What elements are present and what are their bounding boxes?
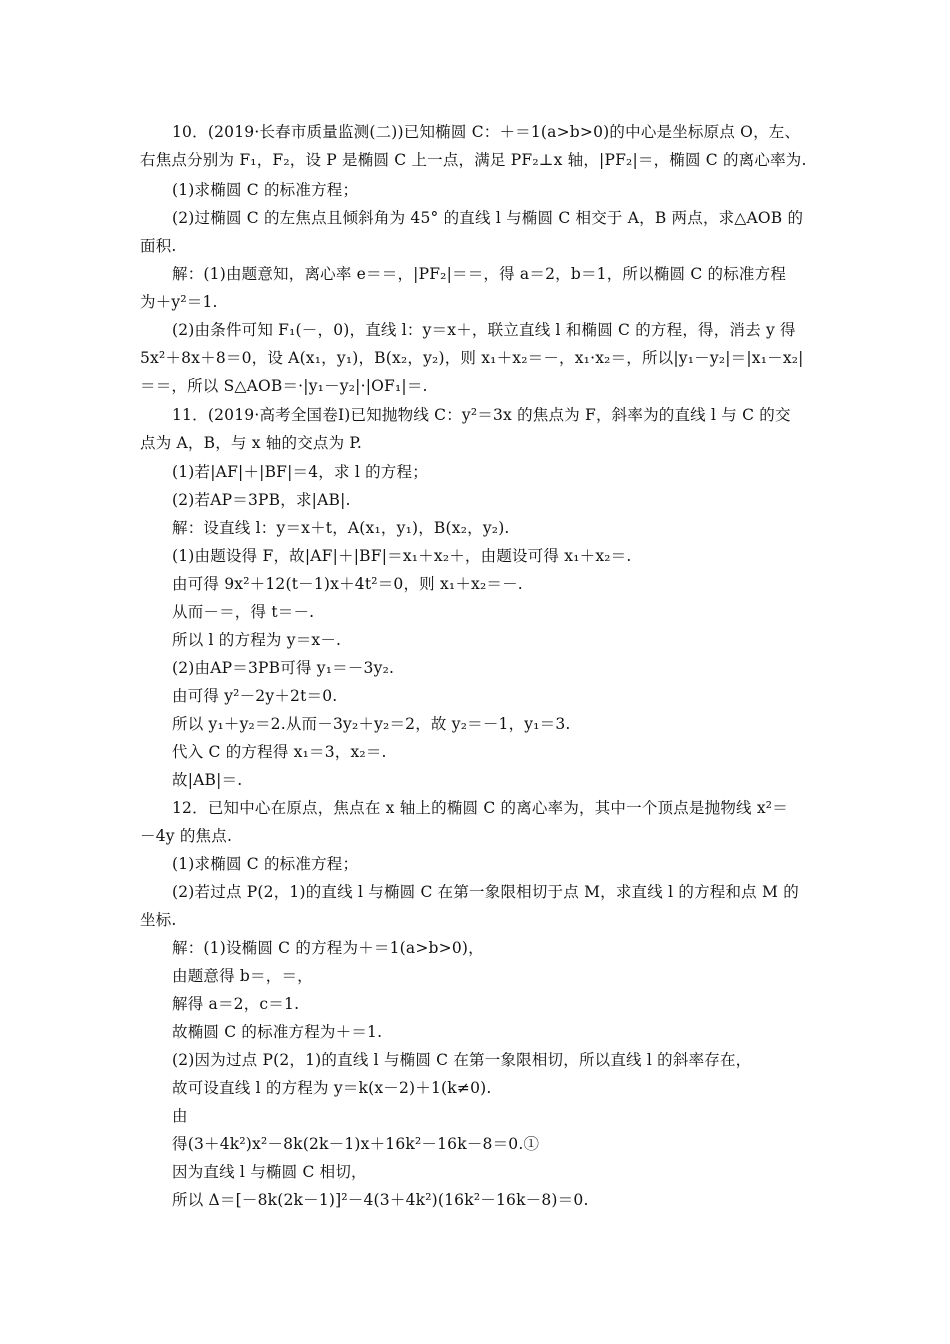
- text-line: 由可得 9x²＋12(t－1)x＋4t²＝0，则 x₁＋x₂＝－.: [172, 575, 523, 593]
- text-line: 解得 a＝2，c＝1.: [172, 995, 300, 1013]
- text-line: 故|AB|＝.: [172, 771, 243, 789]
- text-line: 从而－＝，得 t＝－.: [172, 603, 315, 621]
- text-line: 故椭圆 C 的标准方程为＋＝1.: [172, 1023, 383, 1041]
- text-line: 得(3＋4k²)x²－8k(2k－1)x＋16k²－16k－8＝0.①: [172, 1135, 540, 1153]
- text-line: 11．(2019·高考全国卷Ⅰ)已知抛物线 C：y²＝3x 的焦点为 F，斜率为的直线 l 与 C 的交: [172, 406, 791, 424]
- text-line: 由可得 y²－2y＋2t＝0.: [172, 687, 338, 705]
- text-line: 12．已知中心在原点，焦点在 x 轴上的椭圆 C 的离心率为，其中一个顶点是抛物线 x²＝: [172, 799, 788, 817]
- text-line: 点为 A，B，与 x 轴的交点为 P.: [140, 434, 363, 452]
- text-line: (2)因为过点 P(2，1)的直线 l 与椭圆 C 在第一象限相切，所以直线 l 的斜率存在，: [172, 1051, 752, 1069]
- text-line: (1)若|AF|＋|BF|＝4，求 l 的方程；: [172, 463, 428, 481]
- text-line: 代入 C 的方程得 x₁＝3，x₂＝.: [172, 743, 387, 761]
- text-line: (1)由题设得 F，故|AF|＋|BF|＝x₁＋x₂＋，由题设可得 x₁＋x₂＝.: [172, 547, 632, 565]
- text-line: 为＋y²＝1.: [140, 293, 218, 311]
- text-line: 故可设直线 l 的方程为 y＝k(x－2)＋1(k≠0).: [172, 1079, 492, 1097]
- text-line: 所以 l 的方程为 y＝x－.: [172, 631, 342, 649]
- text-line: 所以 y₁＋y₂＝2.从而－3y₂＋y₂＝2，故 y₂＝－1，y₁＝3.: [172, 715, 571, 733]
- text-line: 由: [172, 1107, 188, 1125]
- text-line: (2)由AP＝3PB可得 y₁＝－3y₂.: [172, 659, 395, 677]
- text-line: －4y 的焦点.: [140, 827, 233, 845]
- text-line: (2)若AP＝3PB，求|AB|.: [172, 491, 351, 509]
- text-line: 解：(1)由题意知，离心率 e＝＝，|PF₂|＝＝，得 a＝2，b＝1，所以椭圆 C 的标准方程: [172, 265, 787, 283]
- text-line: 所以 Δ＝[－8k(2k－1)]²－4(3＋4k²)(16k²－16k－8)＝0.: [172, 1191, 589, 1209]
- text-line: 右焦点分别为 F₁，F₂，设 P 是椭圆 C 上一点，满足 PF₂⊥x 轴，|PF₂|＝，椭圆 C 的离心率为.: [140, 151, 807, 169]
- text-line: 因为直线 l 与椭圆 C 相切，: [172, 1163, 367, 1181]
- text-line: 坐标.: [140, 911, 177, 929]
- text-line: 由题意得 b＝，＝，: [172, 967, 313, 985]
- text-line: 解：设直线 l：y＝x＋t，A(x₁，y₁)，B(x₂，y₂).: [172, 519, 510, 537]
- text-line: (1)求椭圆 C 的标准方程；: [172, 855, 359, 873]
- text-line: 10．(2019·长春市质量监测(二))已知椭圆 C：＋＝1(a>b>0)的中心是坐标原点 O，左、: [172, 123, 801, 141]
- text-line: 面积.: [140, 237, 177, 255]
- text-line: (2)若过点 P(2，1)的直线 l 与椭圆 C 在第一象限相切于点 M，求直线 l 的方程和点 M 的: [172, 883, 799, 901]
- text-line: (2)过椭圆 C 的左焦点且倾斜角为 45° 的直线 l 与椭圆 C 相交于 A，B 两点，求△AOB 的: [172, 209, 804, 227]
- text-line: (2)由条件可知 F₁(－，0)，直线 l：y＝x＋，联立直线 l 和椭圆 C 的方程，得，消去 y 得: [172, 321, 796, 339]
- text-line: ＝＝，所以 S△AOB＝·|y₁－y₂|·|OF₁|＝.: [140, 377, 428, 395]
- text-line: 5x²＋8x＋8＝0，设 A(x₁，y₁)，B(x₂，y₂)，则 x₁＋x₂＝－，x₁·x₂＝，所以|y₁－y₂|＝|x₁－x₂|: [140, 349, 804, 367]
- text-line: (1)求椭圆 C 的标准方程；: [172, 181, 359, 199]
- text-line: 解：(1)设椭圆 C 的方程为＋＝1(a>b>0)，: [172, 939, 484, 957]
